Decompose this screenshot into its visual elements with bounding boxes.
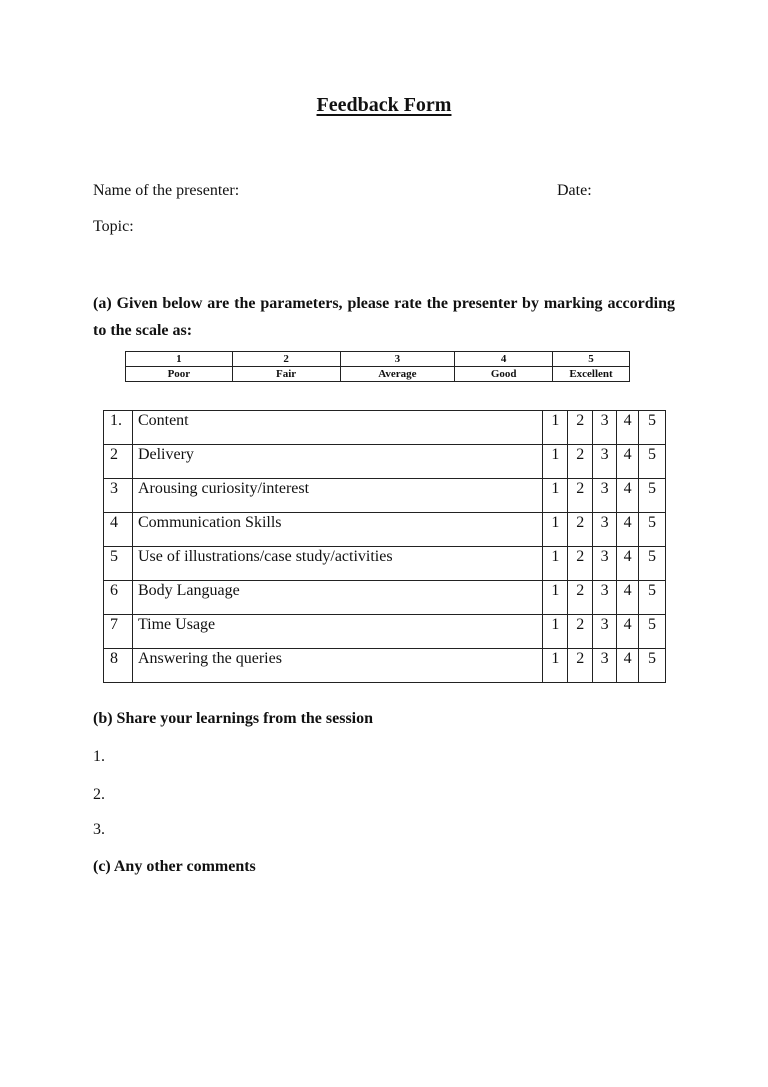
parameter-row	[104, 411, 666, 445]
scale-number: 1	[126, 352, 233, 367]
rating-option[interactable]: 2	[568, 445, 593, 479]
scale-number: 2	[232, 352, 340, 367]
rating-option[interactable]: 5	[639, 547, 666, 581]
learning-line: 3.	[93, 821, 105, 838]
rating-option[interactable]: 4	[617, 649, 639, 683]
scale-number: 4	[455, 352, 553, 367]
parameter-label: Time Usage	[132, 615, 542, 649]
section-c-heading: (c) Any other comments	[93, 858, 256, 875]
parameter-number: 6	[104, 581, 133, 615]
learning-line: 1.	[93, 748, 105, 765]
rating-option[interactable]: 5	[639, 479, 666, 513]
rating-option[interactable]: 4	[617, 479, 639, 513]
scale-label: Average	[340, 367, 455, 382]
rating-option[interactable]: 5	[639, 615, 666, 649]
rating-option[interactable]: 3	[593, 649, 617, 683]
rating-option[interactable]: 4	[617, 411, 639, 445]
rating-option[interactable]: 5	[639, 513, 666, 547]
rating-option[interactable]: 4	[617, 513, 639, 547]
parameter-label: Answering the queries	[132, 649, 542, 683]
rating-option[interactable]: 1	[543, 581, 568, 615]
parameter-number: 3	[104, 479, 133, 513]
rating-option[interactable]: 3	[593, 513, 617, 547]
scale-label-row	[126, 367, 630, 382]
parameter-number: 8	[104, 649, 133, 683]
rating-option[interactable]: 1	[543, 513, 568, 547]
parameter-number: 7	[104, 615, 133, 649]
parameter-row	[104, 649, 666, 683]
parameter-row	[104, 547, 666, 581]
rating-option[interactable]: 3	[593, 445, 617, 479]
rating-option[interactable]: 1	[543, 479, 568, 513]
scale-number-row	[126, 352, 630, 367]
rating-option[interactable]: 3	[593, 615, 617, 649]
page-title: Feedback Form	[316, 94, 452, 116]
parameter-label: Body Language	[132, 581, 542, 615]
scale-label: Poor	[126, 367, 233, 382]
rating-option[interactable]: 3	[593, 547, 617, 581]
rating-option[interactable]: 4	[617, 581, 639, 615]
rating-option[interactable]: 1	[543, 649, 568, 683]
topic-label: Topic:	[93, 218, 134, 235]
rating-option[interactable]: 1	[543, 445, 568, 479]
presenter-name-label: Name of the presenter:	[93, 182, 240, 199]
parameter-number: 5	[104, 547, 133, 581]
parameter-number: 4	[104, 513, 133, 547]
parameter-row	[104, 581, 666, 615]
parameter-label: Delivery	[132, 445, 542, 479]
rating-option[interactable]: 3	[593, 479, 617, 513]
rating-option[interactable]: 2	[568, 547, 593, 581]
rating-option[interactable]: 1	[543, 547, 568, 581]
rating-option[interactable]: 2	[568, 581, 593, 615]
scale-label: Excellent	[553, 367, 630, 382]
parameter-rating-table	[103, 410, 666, 683]
section-a-instruction: (a) Given below are the parameters, please rate the presenter by marking according to the scale as:	[93, 295, 675, 339]
parameter-row	[104, 513, 666, 547]
rating-option[interactable]: 2	[568, 649, 593, 683]
parameter-label: Content	[132, 411, 542, 445]
scale-number: 3	[340, 352, 455, 367]
learning-line: 2.	[93, 786, 105, 803]
rating-option[interactable]: 1	[543, 411, 568, 445]
rating-option[interactable]: 5	[639, 445, 666, 479]
rating-option[interactable]: 2	[568, 411, 593, 445]
rating-option[interactable]: 4	[617, 615, 639, 649]
rating-option[interactable]: 5	[639, 649, 666, 683]
rating-option[interactable]: 3	[593, 581, 617, 615]
rating-option[interactable]: 2	[568, 615, 593, 649]
rating-option[interactable]: 4	[617, 445, 639, 479]
parameter-row	[104, 615, 666, 649]
parameter-row	[104, 445, 666, 479]
parameter-number: 2	[104, 445, 133, 479]
section-b-heading: (b) Share your learnings from the session	[93, 710, 374, 727]
rating-option[interactable]: 4	[617, 547, 639, 581]
rating-option[interactable]: 1	[543, 615, 568, 649]
rating-scale-legend	[125, 351, 630, 382]
rating-option[interactable]: 2	[568, 513, 593, 547]
rating-option[interactable]: 3	[593, 411, 617, 445]
scale-number: 5	[553, 352, 630, 367]
scale-label: Fair	[232, 367, 340, 382]
parameter-number: 1.	[104, 411, 133, 445]
rating-option[interactable]: 2	[568, 479, 593, 513]
rating-option[interactable]: 5	[639, 411, 666, 445]
rating-option[interactable]: 5	[639, 581, 666, 615]
date-label: Date:	[557, 182, 592, 199]
scale-label: Good	[455, 367, 553, 382]
parameter-row	[104, 479, 666, 513]
parameter-label: Arousing curiosity/interest	[132, 479, 542, 513]
parameter-label: Use of illustrations/case study/activities	[132, 547, 542, 581]
parameter-label: Communication Skills	[132, 513, 542, 547]
